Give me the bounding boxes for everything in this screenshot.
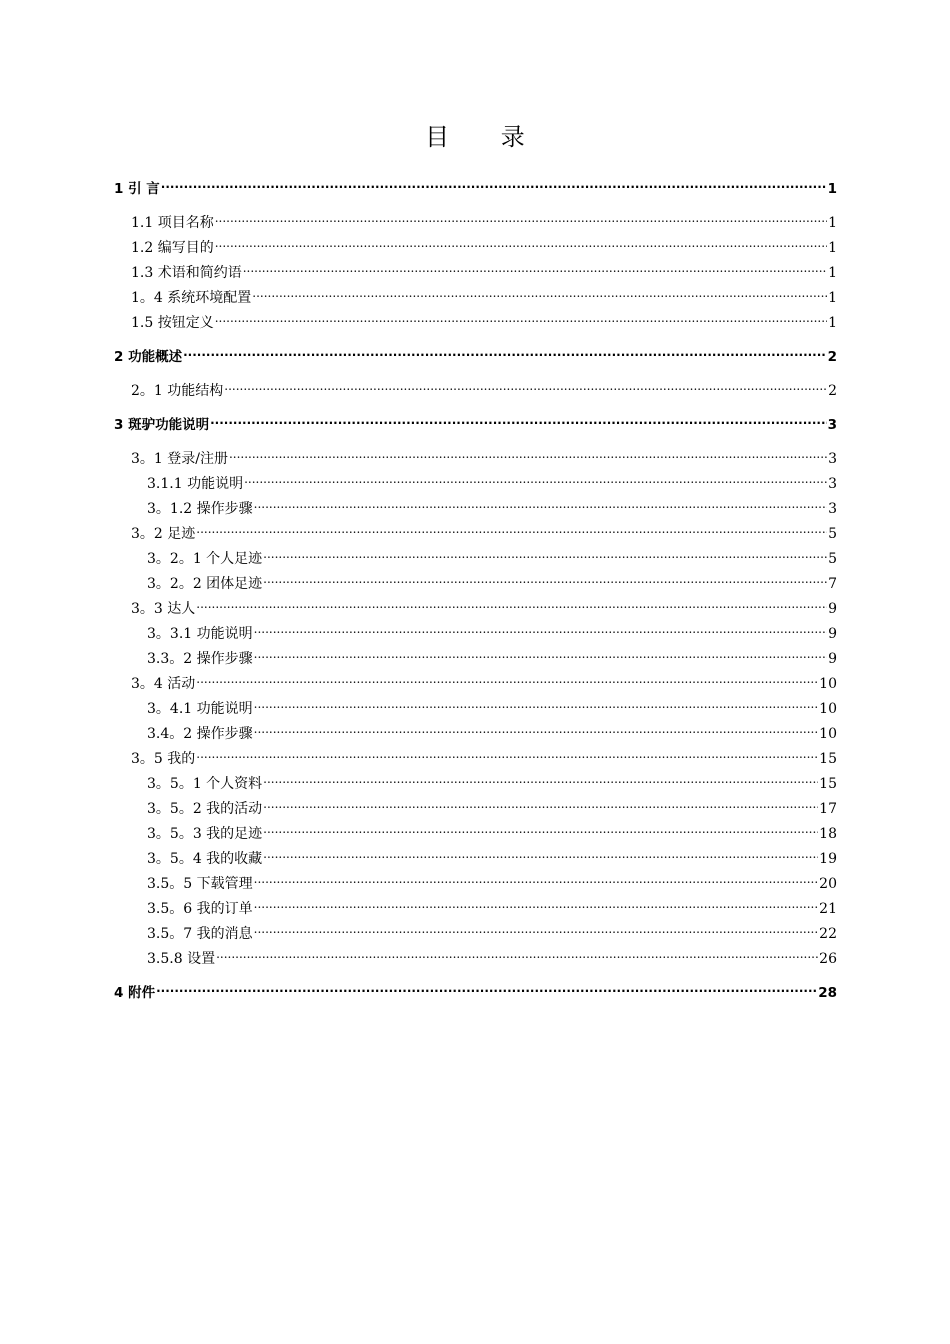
toc-dot-leader	[215, 207, 827, 227]
toc-entry[interactable]	[147, 718, 837, 742]
toc-entry-label: 1.3 术语和简约语	[131, 265, 242, 281]
toc-dot-leader	[263, 568, 827, 588]
toc-entry[interactable]	[114, 173, 837, 197]
toc-dot-leader	[252, 282, 827, 302]
toc-entry-label: 3.4。2 操作步骤	[147, 726, 253, 742]
toc-entry-label: 3.3。2 操作步骤	[147, 651, 253, 667]
toc-dot-leader	[254, 918, 819, 938]
toc-entry[interactable]	[147, 793, 837, 817]
toc-entry-label: 2 功能概述	[114, 349, 183, 365]
toc-entry-label: 1.5 按钮定义	[131, 315, 214, 331]
toc-entry-label: 3。1.2 操作步骤	[147, 501, 253, 517]
toc-entry-label: 3。5。3 我的足迹	[147, 826, 263, 842]
toc-entry-label: 3 斑驴功能说明	[114, 417, 210, 433]
toc-entry[interactable]	[131, 282, 837, 306]
toc-entry-page-number: 5	[828, 551, 837, 567]
toc-entry-page-number: 10	[819, 676, 837, 692]
toc-dot-leader	[196, 518, 827, 538]
toc-entry-page-number: 9	[828, 626, 837, 642]
toc-entry[interactable]	[147, 943, 837, 967]
toc-entry-page-number: 17	[819, 801, 837, 817]
toc-entry-label: 3.5.8 设置	[147, 951, 216, 967]
toc-dot-leader	[254, 493, 827, 513]
toc-entry-page-number: 20	[819, 876, 837, 892]
toc-dot-leader	[254, 618, 827, 638]
toc-entry-label: 1.2 编写目的	[131, 240, 214, 256]
toc-entry-label: 4 附件	[114, 985, 156, 1001]
toc-entry-page-number: 22	[819, 926, 837, 942]
toc-entry[interactable]	[147, 643, 837, 667]
toc-entry[interactable]	[147, 768, 837, 792]
toc-entry-page-number: 15	[819, 776, 837, 792]
toc-entry-page-number: 1	[828, 240, 837, 256]
toc-entry[interactable]	[131, 307, 837, 331]
toc-dot-leader	[161, 173, 827, 193]
toc-dot-leader	[224, 375, 827, 395]
toc-entry-label: 3。3.1 功能说明	[147, 626, 253, 642]
toc-entry-label: 3。2。2 团体足迹	[147, 576, 263, 592]
toc-entry[interactable]	[131, 668, 837, 692]
toc-entry[interactable]	[147, 618, 837, 642]
toc-entry-page-number: 1	[828, 265, 837, 281]
toc-entry-label: 3。3 达人	[131, 601, 196, 617]
toc-entry-page-number: 1	[828, 290, 837, 306]
toc-entry[interactable]	[131, 443, 837, 467]
toc-entry-page-number: 3	[828, 501, 837, 517]
toc-entry-page-number: 26	[819, 951, 837, 967]
toc-entry[interactable]	[147, 468, 837, 492]
toc-title: 目 录	[425, 123, 547, 151]
toc-entry[interactable]	[114, 341, 837, 365]
toc-entry-page-number: 3	[827, 417, 837, 433]
toc-dot-leader	[196, 593, 827, 613]
toc-entry[interactable]	[131, 518, 837, 542]
toc-entry-label: 3。2。1 个人足迹	[147, 551, 263, 567]
toc-entry-label: 1 引 言	[114, 181, 160, 197]
toc-dot-leader	[196, 668, 818, 688]
toc-entry-page-number: 7	[828, 576, 837, 592]
toc-entry-label: 3。4 活动	[131, 676, 196, 692]
toc-entry[interactable]	[147, 818, 837, 842]
toc-entry-label: 1.1 项目名称	[131, 215, 214, 231]
toc-entry-label: 3。5 我的	[131, 751, 196, 767]
toc-entry[interactable]	[147, 493, 837, 517]
toc-entry[interactable]	[147, 543, 837, 567]
toc-entry-page-number: 3	[828, 451, 837, 467]
toc-dot-leader	[263, 768, 818, 788]
toc-entry-page-number: 2	[827, 349, 837, 365]
toc-entry-page-number: 5	[828, 526, 837, 542]
toc-dot-leader	[196, 743, 818, 763]
toc-dot-leader	[215, 232, 827, 252]
toc-entry[interactable]	[147, 568, 837, 592]
toc-dot-leader	[254, 893, 819, 913]
toc-dot-leader	[254, 718, 819, 738]
toc-dot-leader	[156, 977, 817, 997]
toc-entry-page-number: 18	[819, 826, 837, 842]
toc-entry[interactable]	[131, 743, 837, 767]
toc-dot-leader	[263, 543, 827, 563]
toc-entry-label: 3。2 足迹	[131, 526, 196, 542]
toc-entry-label: 3。5。2 我的活动	[147, 801, 263, 817]
toc-entry[interactable]	[131, 375, 837, 399]
toc-entry-page-number: 3	[828, 476, 837, 492]
toc-entry-page-number: 9	[828, 651, 837, 667]
toc-entry-page-number: 15	[819, 751, 837, 767]
toc-dot-leader	[183, 341, 827, 361]
toc-dot-leader	[263, 843, 818, 863]
toc-dot-leader	[216, 943, 818, 963]
toc-entry-label: 2。1 功能结构	[131, 383, 224, 399]
toc-entry-label: 3.5。7 我的消息	[147, 926, 253, 942]
toc-entry-page-number: 2	[828, 383, 837, 399]
toc-entry-page-number: 28	[818, 985, 837, 1001]
toc-entry[interactable]	[131, 232, 837, 256]
toc-entry-page-number: 10	[819, 726, 837, 742]
toc-entry[interactable]	[131, 257, 837, 281]
toc-entry-label: 3.1.1 功能说明	[147, 476, 244, 492]
toc-entry[interactable]	[131, 593, 837, 617]
toc-entry-label: 3。1 登录/注册	[131, 451, 228, 467]
toc-entry[interactable]	[147, 868, 837, 892]
toc-entry-label: 3。4.1 功能说明	[147, 701, 253, 717]
toc-entry[interactable]	[147, 893, 837, 917]
toc-dot-leader	[254, 693, 819, 713]
toc-dot-leader	[263, 818, 818, 838]
toc-entry[interactable]	[114, 409, 837, 433]
toc-entry-page-number: 10	[819, 701, 837, 717]
toc-dot-leader	[263, 793, 818, 813]
toc-entry[interactable]	[131, 207, 837, 231]
toc-dot-leader	[254, 868, 819, 888]
toc-entry-label: 3.5。6 我的订单	[147, 901, 253, 917]
toc-entry[interactable]	[147, 843, 837, 867]
toc-entry-page-number: 9	[828, 601, 837, 617]
toc-entry-label: 3。5。4 我的收藏	[147, 851, 263, 867]
toc-entry-page-number: 1	[828, 215, 837, 231]
toc-entry-page-number: 1	[827, 181, 837, 197]
toc-dot-leader	[243, 257, 827, 277]
toc-dot-leader	[210, 409, 827, 429]
toc-entry-label: 3.5。5 下载管理	[147, 876, 253, 892]
toc-dot-leader	[215, 307, 827, 327]
toc-entry-page-number: 1	[828, 315, 837, 331]
toc-entry-page-number: 19	[819, 851, 837, 867]
toc-entry[interactable]	[147, 918, 837, 942]
toc-dot-leader	[244, 468, 827, 488]
toc-entry-label: 3。5。1 个人资料	[147, 776, 263, 792]
toc-entry[interactable]	[147, 693, 837, 717]
toc-entry-page-number: 21	[819, 901, 837, 917]
toc-entry[interactable]	[114, 977, 837, 1001]
toc-dot-leader	[254, 643, 827, 663]
toc-entry-label: 1。4 系统环境配置	[131, 290, 252, 306]
toc-dot-leader	[229, 443, 827, 463]
